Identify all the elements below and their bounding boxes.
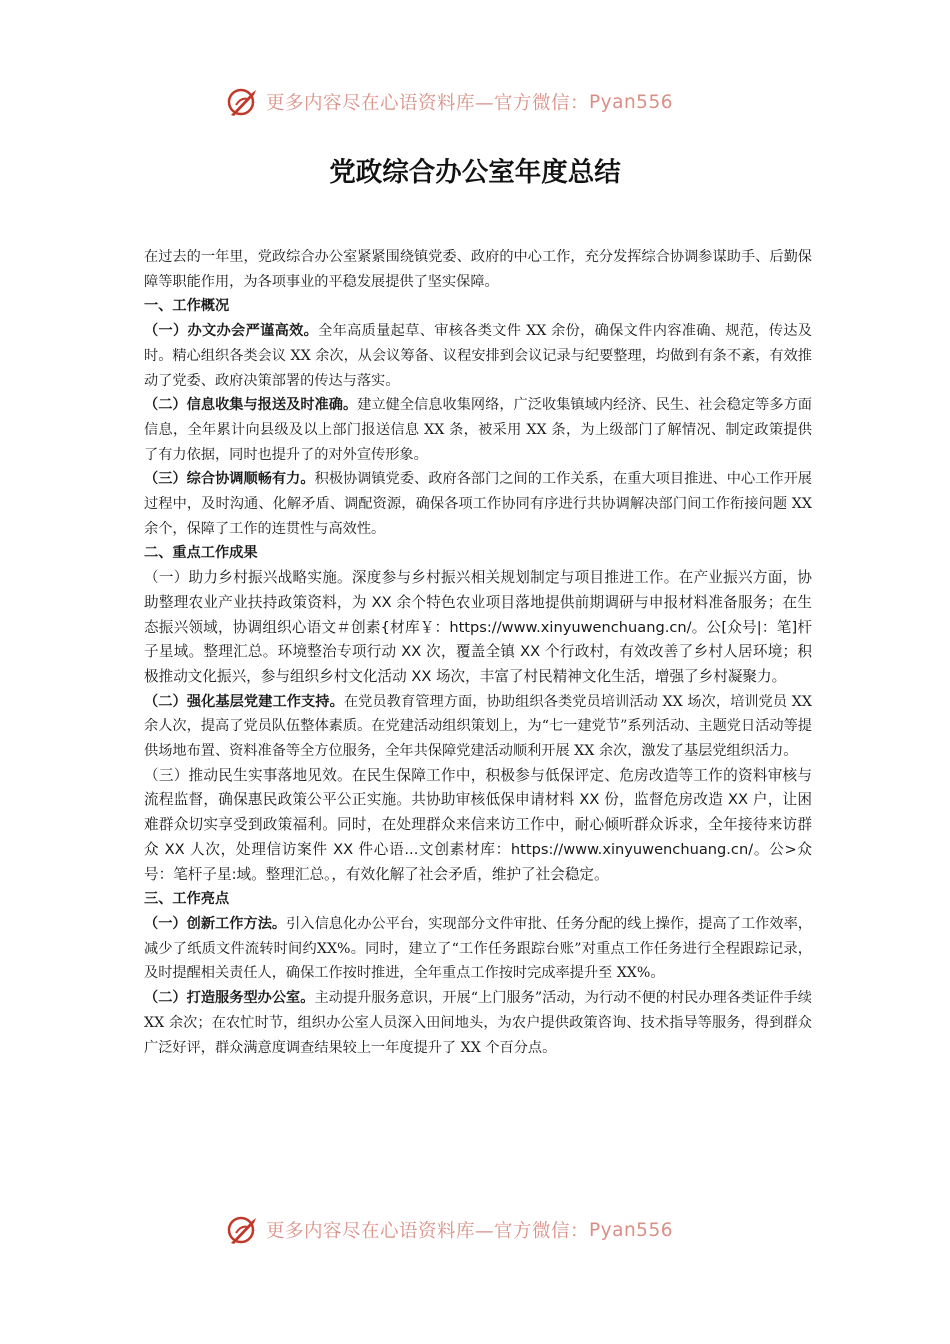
paragraph (144, 393, 812, 467)
paragraph (144, 912, 812, 986)
paragraph-lead: （一）办文办会严谨高效。 (144, 323, 319, 340)
document-body (144, 245, 812, 1060)
paragraph (144, 467, 812, 541)
section-heading: 三、工作亮点 (144, 891, 230, 908)
section-heading: 二、重点工作成果 (144, 545, 258, 562)
watermark-text: 更多内容尽在心语资料库—官方微信： (266, 93, 590, 114)
paragraph (144, 319, 812, 393)
paragraph-text: 全年高质量起草、审核各类文件 XX 余份，确保文件内容准确、规范，传达及时。精心组织各类会议 XX 余次，从会议筹备、议程安排到会议记录与纪要整理，均做到有条不紊，有效推动了党委、政府决策部署的传达与落实。 (144, 323, 812, 389)
watermark-text: 更多内容尽在心语资料库—官方微信： (266, 1221, 590, 1242)
paragraph (144, 690, 812, 764)
paragraph-text: 引入信息化办公平台，实现部分文件审批、任务分配的线上操作，提高了工作效率，减少了纸质文件流转时间约XX%。同时，建立了“工作任务跟踪台账”对重点工作任务进行全程跟踪记录，及时提醒相关责任人，确保工作按时推进，全年重点工作按时完成率提升至 XX%。 (144, 915, 812, 982)
intro-paragraph: 在过去的一年里，党政综合办公室紧紧围绕镇党委、政府的中心工作，充分发挥综合协调参谋助手、后勤保障等职能作用，为各项事业的平稳发展提供了坚实保障。 (144, 249, 812, 290)
paragraph-lead: （一）创新工作方法。 (144, 915, 287, 932)
document-title: 党政综合办公室年度总结 (329, 157, 621, 188)
watermark-wechat-id: Pyan556 (589, 1219, 673, 1241)
paragraph-lead: （三）综合协调顺畅有力。 (144, 471, 315, 488)
paragraph-text: 在党员教育管理方面，协助组织各类党员培训活动 XX 场次，培训党员 XX 余人次，提高了党员队伍整体素质。在党建活动组织策划上，为“七一建党节”系列活动、主题党日活动等提供场地布置、资料准备等全方位服务，全年共保障党建活动顺利开展 XX 余次，激发了基层党组织活力。 (144, 693, 812, 760)
paragraph-lead: （二）打造服务型办公室。 (144, 990, 315, 1007)
pen-logo-icon (226, 1213, 260, 1247)
watermark-wechat-id: Pyan556 (589, 91, 673, 113)
paragraph-text: 主动提升服务意识，开展“上门服务”活动，为行动不便的村民办理各类证件手续 XX 余次；在农忙时节，组织办公室人员深入田间地头，为农户提供政策咨询、技术指导等服务，得到群众广泛好评，群众满意度调查结果较上一年度提升了 XX 个百分点。 (144, 990, 812, 1056)
paragraph-text: 积极协调镇党委、政府各部门之间的工作关系，在重大项目推进、中心工作开展过程中，及时沟通、化解矛盾、调配资源，确保各项工作协同有序进行共协调解决部门间工作衔接问题 XX 余个，保障了工作的连贯性与高效性。 (144, 471, 812, 537)
paragraph: （三）推动民生实事落地见效。在民生保障工作中，积极参与低保评定、危房改造等工作的资料审核与流程监督，确保惠民政策公平公正实施。共协助审核低保申请材料 XX 份，监督危房改造 XX 户，让困难群众切实享受到政策福利。同时，在处理群众来信来访工作中，耐心倾听群众诉求，全年接待来访群众 XX 人次，处理信访案件 XX 件心语...文创素材库：https://www.xinyuwenchuang.cn/。公>众号：笔杆子星:域。整理汇总。，有效化解了社会矛盾，维护了社会稳定。 (144, 766, 812, 883)
paragraph: （一）助力乡村振兴战略实施。深度参与乡村振兴相关规划制定与项目推进工作。在产业振兴方面，协助整理农业产业扶持政策资料，为 XX 余个特色农业项目落地提供前期调研与申报材料准备服务；在生态振兴领域，协调组织心语文＃创素{材库￥：https://www.xinyuwenchuang.cn/。公[众号|：笔]杆子星域。整理汇总。环境整治专项行动 XX 次，覆盖全镇 XX 个行政村，有效改善了乡村人居环境；积极推动文化振兴，参与组织乡村文化活动 XX 场次，丰富了村民精神文化生活，增强了乡村凝聚力。 (144, 569, 812, 685)
pen-logo-icon (226, 85, 260, 119)
section-heading: 一、工作概况 (144, 298, 230, 315)
watermark-banner-bottom (226, 1212, 673, 1248)
paragraph-lead: （二）强化基层党建工作支持。 (144, 693, 344, 710)
paragraph (144, 986, 812, 1060)
watermark-banner-top (226, 84, 673, 120)
paragraph-text: 建立健全信息收集网络，广泛收集镇域内经济、民生、社会稳定等多方面信息，全年累计向县级及以上部门报送信息 XX 条，被采用 XX 条，为上级部门了解情况、制定政策提供了有力依据，同时也提升了的对外宣传形象。 (144, 397, 812, 463)
paragraph-lead: （二）信息收集与报送及时准确。 (144, 397, 358, 414)
